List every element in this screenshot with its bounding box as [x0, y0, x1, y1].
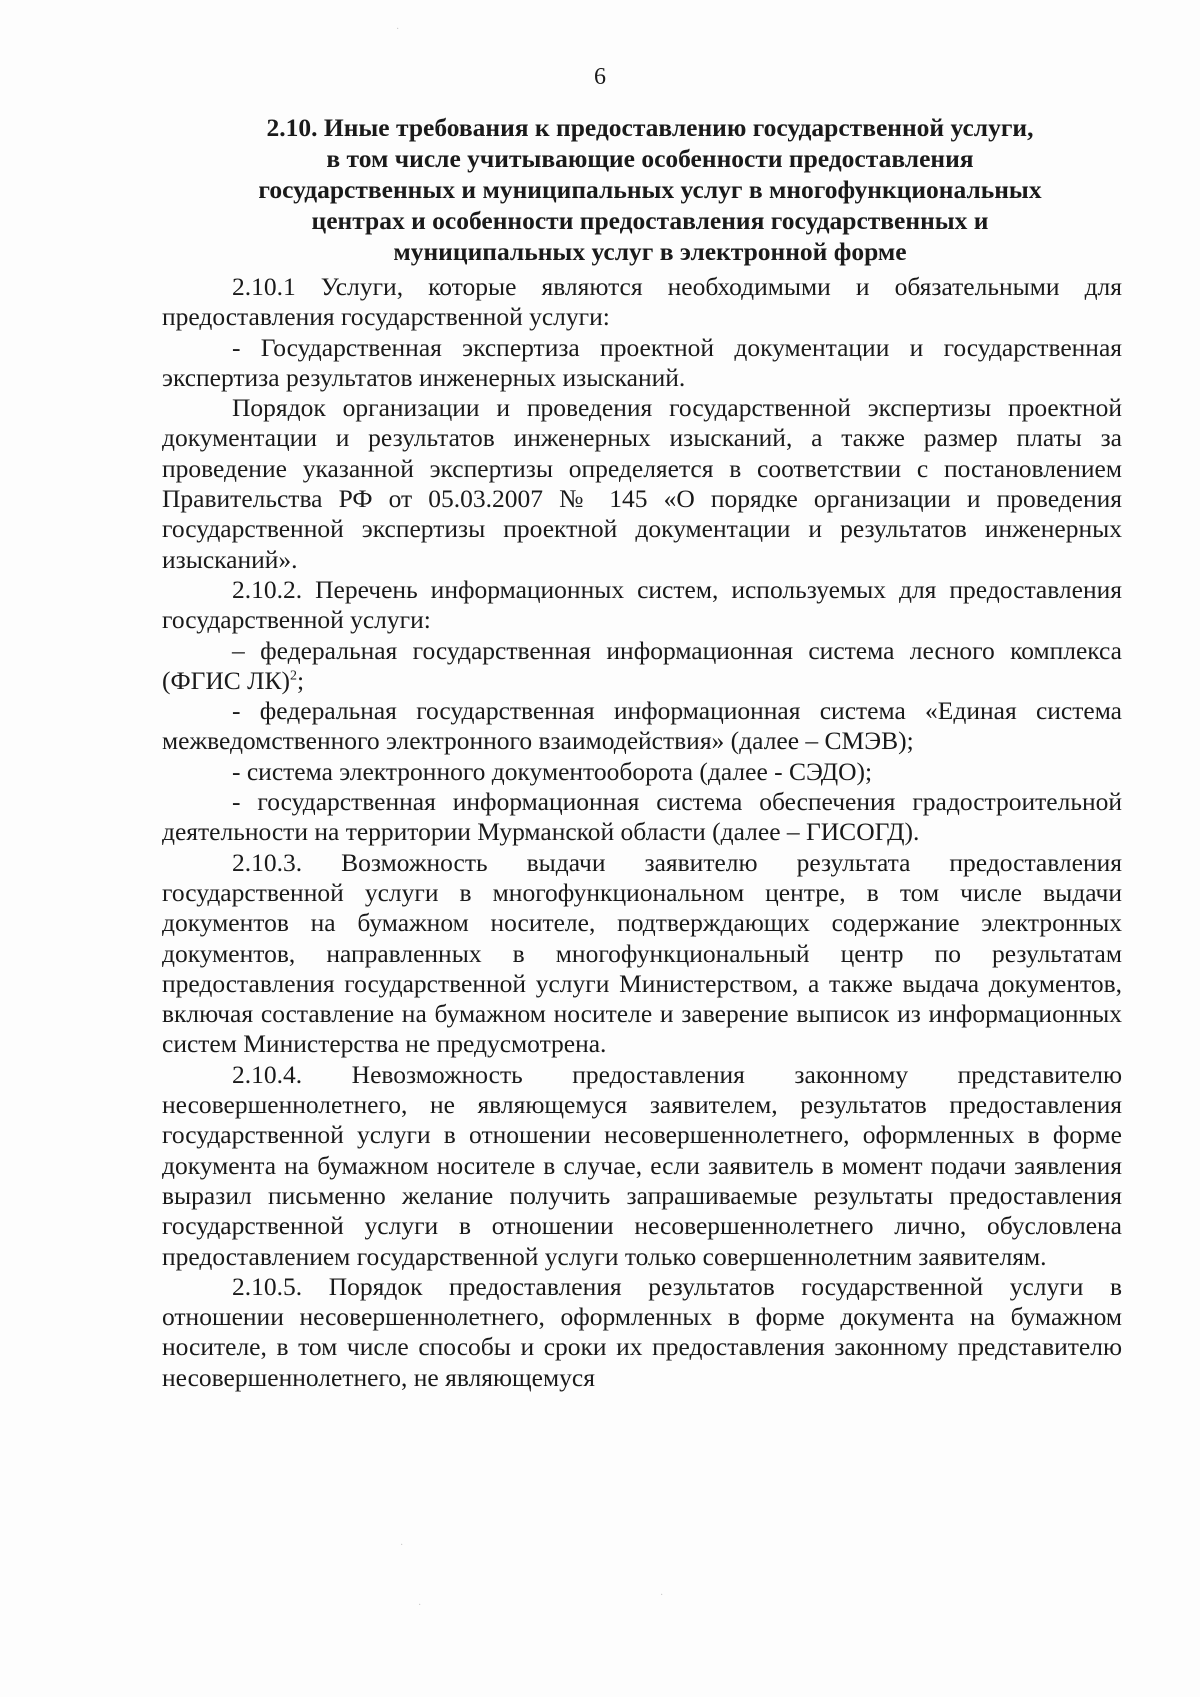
heading-line: центрах и особенности предоставления государственных и — [311, 206, 989, 235]
scan-artifact: · — [418, 1600, 422, 1611]
list-item-fgis-lk-end: ; — [296, 665, 305, 695]
document-body — [162, 272, 1122, 1393]
heading-line: государственных и муниципальных услуг в многофункциональных — [258, 175, 1042, 204]
scan-artifact: · — [396, 24, 400, 35]
paragraph-2-10-1: 2.10.1 Услуги, которые являются необходимыми и обязательными для предоставления государственной услуги: — [162, 272, 1122, 332]
heading-line: муниципальных услуг в электронной форме — [393, 237, 907, 266]
paragraph-expertise-procedure: Порядок организации и проведения государственной экспертизы проектной документации и результатов инженерных изысканий, а также размер платы за проведение указанной экспертизы определяется в соответствии с постановлением Правительства РФ от 05.03.2007 № 145 «О порядке организации и проведения государственной экспертизы проектной документации и результатов инженерных изысканий». — [162, 393, 1122, 574]
list-item-expertise: - Государственная экспертиза проектной документации и государственная экспертиза результатов инженерных изысканий. — [162, 332, 1122, 392]
list-item-fgis-lk-text: – федеральная государственная информационная система лесного комплекса (ФГИС ЛК) — [162, 635, 1122, 695]
paragraph-2-10-3: 2.10.3. Возможность выдачи заявителю результата предоставления государственной услуги в многофункциональном центре, в том числе выдачи документов на бумажном носителе, подтверждающих содержание электронных документов, направленных в многофункциональный центр по результатам предоставления государственной услуги Министерством, а также выдача документов, включая составление на бумажном носителе и заверение выписок из информационных систем Министерства не предусмотрена. — [162, 847, 1122, 1059]
paragraph-2-10-4: 2.10.4. Невозможность предоставления законному представителю несовершеннолетнего, не являющемуся заявителем, результатов предоставления государственной услуги в отношении несовершеннолетнего, оформленных в форме документа на бумажном носителе в случае, если заявитель в момент подачи заявления выразил письменно желание получить запрашиваемые результаты предоставления государственной услуги в отношении несовершеннолетнего лично, обусловлена предоставлением государственной услуги только совершеннолетним заявителям. — [162, 1059, 1122, 1271]
scan-artifact: · — [400, 1540, 404, 1551]
paragraph-2-10-2: 2.10.2. Перечень информационных систем, используемых для предоставления государственной услуги: — [162, 574, 1122, 635]
list-item-sedo: - система электронного документооборота (далее - СЭДО); — [232, 756, 873, 786]
heading-line: 2.10. Иные требования к предоставлению государственной услуги, — [266, 113, 1034, 142]
page-number: 6 — [594, 64, 606, 90]
list-item-fgis-lk — [162, 636, 1122, 697]
paragraph-2-10-5: 2.10.5. Порядок предоставления результатов государственной услуги в отношении несовершеннолетнего, оформленных в форме документа на бумажном носителе, в том числе способы и сроки их предоставления законному представителю несовершеннолетнего, не являющемуся — [162, 1271, 1122, 1392]
heading-line: в том числе учитывающие особенности предоставления — [326, 144, 974, 173]
list-item-smev: - федеральная государственная информационная система «Единая система межведомственного электронного взаимодействия» (далее – СМЭВ); — [162, 696, 1122, 756]
scan-artifact: · — [660, 1590, 664, 1601]
list-item-gisogd: - государственная информационная система обеспечения градостроительной деятельности на территории Мурманской области (далее – ГИСОГД). — [162, 787, 1122, 847]
section-heading — [170, 112, 1130, 267]
footnote-marker: 2 — [289, 668, 297, 684]
